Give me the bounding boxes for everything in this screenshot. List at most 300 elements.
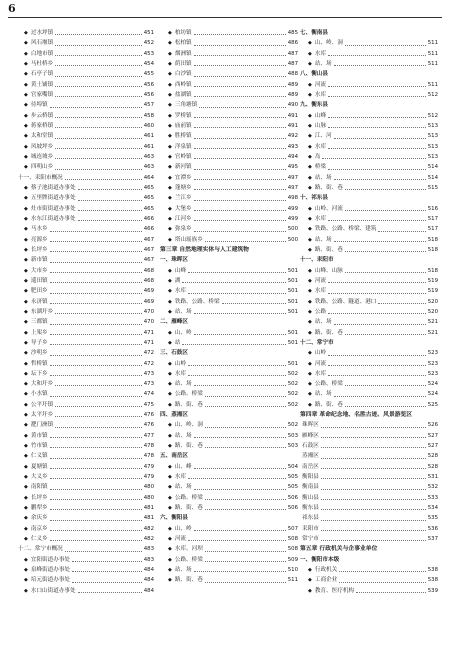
toc-entry-title: ◆ 马水乡	[24, 224, 48, 234]
toc-entry-page: 481	[143, 515, 154, 522]
dot-leader	[55, 138, 141, 139]
dot-leader	[205, 396, 286, 397]
dot-leader	[50, 262, 142, 263]
toc-entry	[300, 317, 438, 327]
toc-entry	[160, 555, 298, 565]
toc-entry-title: ◆ 官家嘴镇	[24, 90, 53, 100]
dot-leader	[328, 55, 426, 56]
dot-leader	[345, 251, 426, 252]
toc-entry-page: 498	[287, 195, 298, 202]
toc-column-1	[16, 28, 154, 596]
toc-entry-page: 517	[427, 226, 438, 233]
toc-entry-page: 470	[143, 319, 154, 326]
toc-entry-title: ◆ 水口山街道办事处	[24, 586, 76, 596]
toc-entry-page: 505	[287, 474, 298, 481]
toc-entry-page: 489	[287, 91, 298, 98]
toc-entry	[160, 328, 298, 338]
dot-leader	[55, 127, 141, 128]
dot-leader	[50, 355, 142, 356]
toc-entry	[160, 441, 298, 451]
toc-entry-page: 471	[143, 339, 154, 346]
chapter-heading	[300, 410, 438, 420]
dot-leader	[72, 571, 142, 572]
dot-leader	[194, 468, 286, 469]
toc-entry-page: 535	[427, 515, 438, 522]
toc-entry	[160, 462, 298, 472]
toc-entry-page: 525	[427, 401, 438, 408]
toc-entry	[16, 451, 154, 461]
chapter-heading	[160, 245, 298, 255]
toc-entry-title: ◆ 教育、医疗机构	[308, 586, 354, 596]
dot-leader	[55, 86, 141, 87]
toc-entry-page: 523	[427, 360, 438, 367]
toc-entry-title: ◆ 沙明乡	[24, 348, 48, 358]
toc-entry-page: 513	[427, 133, 438, 140]
toc-entry-page: 500	[287, 226, 298, 233]
toc-entry-title: ◆ 山、岭、洞	[308, 38, 343, 48]
toc-entry-title: 一、珠晖区	[160, 257, 188, 264]
toc-entry-title: ◆ 江、河	[308, 131, 332, 141]
toc-entry-title: ◆ 公路、桥梁	[168, 493, 203, 503]
toc-entry	[16, 224, 154, 234]
dot-leader	[50, 365, 142, 366]
toc-entry-page: 501	[287, 277, 298, 284]
toc-entry-page: 518	[427, 267, 438, 274]
toc-entry-title: ◆ 罗桥镇	[168, 111, 192, 121]
toc-entry-page: 460	[143, 122, 154, 129]
toc-entry	[16, 162, 154, 172]
dot-leader	[328, 375, 426, 376]
toc-entry	[16, 204, 154, 214]
toc-entry-title: ◆ 仁义镇	[24, 451, 48, 461]
toc-entry-title: ◆ 过水坪镇	[24, 28, 53, 38]
section-heading	[160, 317, 298, 327]
dot-leader	[194, 55, 286, 56]
toc-entry-title: ◆ 宜潭乡	[168, 173, 192, 183]
toc-entry	[16, 482, 154, 492]
toc-entry-title: ◆ 铁路、公路、桥梁、建筑	[308, 224, 376, 234]
toc-entry-page: 513	[427, 153, 438, 160]
toc-entry-page: 473	[143, 381, 154, 388]
dot-leader	[194, 437, 286, 438]
toc-entry	[160, 214, 298, 224]
toc-entry-title: ◆ 三角塘镇	[168, 100, 197, 110]
toc-entry-page: 538	[427, 567, 438, 574]
toc-entry-title: ◆ 岛	[308, 152, 320, 162]
dot-leader	[194, 45, 286, 46]
toc-entry	[16, 59, 154, 69]
toc-entry	[300, 524, 438, 534]
dot-leader	[321, 499, 426, 500]
section-heading	[300, 193, 438, 203]
toc-entry-page: 452	[143, 40, 154, 47]
toc-entry-title: ◆ 柏坊镇	[168, 28, 192, 38]
toc-entry-title: ◆ 路、街、巷	[168, 400, 203, 410]
dot-leader	[55, 158, 141, 159]
dot-leader	[339, 582, 425, 583]
dot-leader	[194, 334, 286, 335]
dot-leader	[55, 55, 141, 56]
toc-entry	[160, 121, 298, 131]
toc-entry	[300, 266, 438, 276]
toc-entry-title: ◆ 水库	[308, 142, 326, 152]
dot-leader	[328, 127, 426, 128]
dot-leader	[194, 86, 286, 87]
toc-entry-title: 衡山县	[302, 494, 319, 501]
dot-leader	[55, 117, 141, 118]
toc-entry-page: 537	[427, 536, 438, 543]
toc-entry-page: 490	[287, 102, 298, 109]
toc-entry-page: 506	[287, 505, 298, 512]
toc-entry-title: ◆ 遥田镇	[24, 276, 48, 286]
toc-entry-title: ◆ 永济镇	[24, 297, 48, 307]
toc-entry-title: 第五章 行政机关与企事业单位	[300, 546, 378, 553]
toc-entry-title: ◆ 官岭镇	[168, 152, 192, 162]
toc-entry-title: ◆ 蓬塘乡	[168, 183, 192, 193]
toc-entry	[160, 503, 298, 513]
dot-leader	[194, 220, 286, 221]
dot-leader	[345, 406, 426, 407]
toc-entry-title: ◆ 路、街、巷	[308, 400, 343, 410]
toc-entry	[16, 369, 154, 379]
toc-entry	[160, 193, 298, 203]
dot-leader	[205, 509, 286, 510]
dot-leader	[321, 489, 426, 490]
dot-leader	[328, 293, 426, 294]
toc-entry-page: 478	[143, 443, 154, 450]
toc-entry-page: 461	[143, 133, 154, 140]
dot-leader	[321, 520, 426, 521]
toc-entry-page: 504	[287, 463, 298, 470]
toc-entry-title: 常宁市	[302, 536, 319, 543]
dot-leader	[50, 272, 142, 273]
toc-entry	[16, 493, 154, 503]
toc-entry-title: ◆ 上架乡	[24, 328, 48, 338]
dot-leader	[334, 179, 426, 180]
toc-entry	[160, 90, 298, 100]
toc-entry-title: ◆ 亮源乡	[24, 235, 48, 245]
toc-entry	[300, 534, 438, 544]
toc-entry-title: ◆ 盐湖镇	[168, 90, 192, 100]
dot-leader	[50, 447, 142, 448]
toc-entry	[16, 575, 154, 585]
toc-entry-page: 451	[143, 30, 154, 36]
dot-leader	[194, 489, 286, 490]
toc-entry	[16, 462, 154, 472]
toc-entry-title: ◆ 太和堂镇	[24, 131, 53, 141]
dot-leader	[321, 437, 426, 438]
toc-entry	[300, 142, 438, 152]
toc-entry-title: ◆ 荫田镇	[168, 59, 192, 69]
toc-entry-title: ◆ 水库、河坝	[168, 544, 203, 554]
toc-entry	[160, 482, 298, 492]
toc-entry	[160, 100, 298, 110]
toc-entry	[300, 80, 438, 90]
toc-entry-page: 514	[427, 164, 438, 171]
toc-entry-title: ◆ 小水镇	[24, 389, 48, 399]
toc-entry	[300, 204, 438, 214]
dot-leader	[50, 241, 142, 242]
dot-leader	[205, 447, 286, 448]
toc-entry-title: 石鼓区	[302, 443, 319, 450]
toc-entry-title: ◆ 山、岭	[168, 328, 192, 338]
toc-entry	[160, 379, 298, 389]
toc-entry	[16, 379, 154, 389]
toc-entry-title: ◆ 山岭、河流	[308, 204, 343, 214]
dot-leader	[321, 540, 426, 541]
toc-entry-title: ◆ 站、场	[308, 317, 332, 327]
toc-entry	[16, 131, 154, 141]
dot-leader	[321, 427, 426, 428]
toc-entry-title: ◆ 培元街道办事处	[24, 575, 70, 585]
toc-entry-title: ◆ 泉峰街道办事处	[24, 565, 70, 575]
toc-entry-page: 483	[143, 546, 154, 553]
toc-entry	[300, 286, 438, 296]
dot-leader	[188, 375, 286, 376]
toc-entry	[16, 297, 154, 307]
toc-entry-page: 524	[427, 391, 438, 398]
toc-entry	[16, 400, 154, 410]
toc-entry-title: ◆ 路、街、巷	[308, 328, 343, 338]
toc-entry	[160, 369, 298, 379]
toc-entry-page: 521	[427, 319, 438, 326]
toc-entry-page: 513	[427, 143, 438, 150]
toc-entry-page: 479	[143, 463, 154, 470]
toc-entry	[16, 338, 154, 348]
toc-entry	[300, 369, 438, 379]
toc-entry	[160, 183, 298, 193]
toc-entry-page: 528	[427, 463, 438, 470]
toc-entry-page: 497	[287, 184, 298, 191]
toc-entry-page: 508	[287, 536, 298, 543]
toc-entry-page: 482	[143, 536, 154, 543]
toc-entry-title: ◆ 水库	[168, 472, 186, 482]
toc-entry	[300, 586, 438, 596]
toc-entry-title: ◆ 公路、桥梁	[308, 379, 343, 389]
dot-leader	[334, 324, 426, 325]
toc-entry-page: 511	[427, 81, 438, 88]
toc-entry	[16, 420, 154, 430]
dot-leader	[328, 169, 426, 170]
toc-entry-title: ◆ 站、场	[168, 431, 192, 441]
toc-entry-title: ◆ 水库	[308, 49, 326, 59]
chapter-heading	[300, 544, 438, 554]
dot-leader	[205, 241, 286, 242]
dot-leader	[50, 282, 142, 283]
toc-entry-page: 483	[143, 556, 154, 563]
toc-entry-page: 491	[287, 122, 298, 129]
dot-leader	[328, 365, 426, 366]
toc-entry-page: 473	[143, 370, 154, 377]
dot-leader	[188, 365, 286, 366]
toc-entry-title: ◆ 工商企业	[308, 575, 337, 585]
toc-entry-page: 512	[427, 91, 438, 98]
toc-entry-page: 502	[287, 370, 298, 377]
dot-leader	[205, 582, 286, 583]
toc-entry-title: ◆ 哲桥镇	[24, 359, 48, 369]
toc-entry	[16, 266, 154, 276]
toc-entry-title: 十二、常宁市概况	[18, 546, 63, 553]
toc-entry	[16, 586, 154, 596]
toc-entry-title: ◆ 黄市镇	[24, 431, 48, 441]
dot-leader	[334, 241, 426, 242]
toc-entry-title: ◆ 马杜桥乡	[24, 59, 53, 69]
toc-entry-title: ◆ 肥田乡	[24, 286, 48, 296]
toc-entry-title: ◆ 湖	[168, 276, 180, 286]
section-heading	[160, 451, 298, 461]
toc-entry-title: ◆ 路、街、巷	[168, 441, 203, 451]
toc-entry-page: 519	[427, 288, 438, 295]
toc-entry-title: ◆ 兰江乡	[168, 193, 192, 203]
toc-entry	[300, 111, 438, 121]
toc-entry	[300, 152, 438, 162]
toc-entry	[16, 307, 154, 317]
dot-leader	[194, 231, 286, 232]
toc-entry-title: ◆ 山、峰	[168, 462, 192, 472]
toc-entry-page: 501	[287, 308, 298, 315]
toc-entry-page: 480	[143, 484, 154, 491]
toc-entry	[160, 111, 298, 121]
toc-entry-title: 一、衡阳市本级	[300, 556, 340, 563]
dot-leader	[72, 561, 142, 562]
toc-entry-page: 464	[143, 174, 154, 181]
toc-entry-title: ◆ 仁义乡	[24, 534, 48, 544]
toc-entry	[16, 152, 154, 162]
dot-leader	[345, 210, 426, 211]
toc-entry-page: 456	[143, 91, 154, 98]
dot-leader	[55, 416, 141, 417]
toc-entry-title: ◆ 路、街、巷	[168, 503, 203, 513]
toc-entry	[160, 266, 298, 276]
toc-entry	[160, 544, 298, 554]
toc-entry-page: 531	[427, 474, 438, 481]
dot-leader	[50, 509, 142, 510]
toc-entry	[160, 276, 298, 286]
dot-leader	[50, 396, 142, 397]
toc-entry	[16, 348, 154, 358]
toc-entry-page: 521	[427, 329, 438, 336]
toc-entry-page: 472	[143, 360, 154, 367]
section-heading	[160, 255, 298, 265]
toc-entry	[300, 451, 438, 461]
toc-entry-page: 453	[143, 50, 154, 57]
toc-entry	[160, 224, 298, 234]
toc-entry	[16, 431, 154, 441]
toc-entry-title: ◆ 四明山乡	[24, 162, 53, 172]
dot-leader	[50, 437, 142, 438]
toc-entry-page: 538	[427, 577, 438, 584]
toc-entry	[160, 338, 298, 348]
dot-leader	[182, 282, 285, 283]
dot-leader	[50, 520, 142, 521]
toc-entry-page: 502	[287, 391, 298, 398]
toc-entry-title: ◆ 站、场	[308, 173, 332, 183]
toc-entry-title: ◆ 河流	[308, 359, 326, 369]
toc-entry-title: ◆ 公路、桥梁	[168, 389, 203, 399]
toc-column-3	[300, 28, 438, 596]
toc-entry	[300, 49, 438, 59]
dot-leader	[345, 385, 426, 386]
toc-entry	[16, 555, 154, 565]
toc-entry-title: ◆ 水库	[308, 90, 326, 100]
toc-entry-page: 465	[143, 184, 154, 191]
toc-entry	[300, 503, 438, 513]
toc-entry-page: 491	[287, 112, 298, 119]
toc-entry	[16, 69, 154, 79]
toc-entry-title: ◆ 待埠镇	[24, 100, 48, 110]
toc-entry-page: 510	[287, 567, 298, 574]
toc-entry-title: ◆ 步云桥镇	[24, 111, 53, 121]
dot-leader	[55, 45, 141, 46]
toc-entry	[300, 348, 438, 358]
toc-entry	[16, 255, 154, 265]
toc-entry-page: 511	[427, 40, 438, 47]
toc-entry-page: 523	[427, 350, 438, 357]
toc-entry-title: ◆ 宜阳街道办事处	[24, 555, 70, 565]
dot-leader	[378, 231, 425, 232]
dot-leader	[55, 427, 141, 428]
toc-entry-page: 467	[143, 236, 154, 243]
toc-entry-page: 502	[287, 422, 298, 429]
toc-entry	[16, 38, 154, 48]
toc-entry-page: 511	[287, 577, 298, 584]
dot-leader	[55, 76, 141, 77]
toc-entry-page: 513	[427, 122, 438, 129]
toc-entry	[160, 493, 298, 503]
toc-entry-title: 雁峰区	[302, 432, 319, 439]
toc-entry-title: ◆ 石亭子镇	[24, 69, 53, 79]
toc-entry-page: 486	[287, 40, 298, 47]
toc-entry-page: 461	[143, 143, 154, 150]
toc-entry-title: ◆ 站、场	[168, 379, 192, 389]
toc-entry-title: ◆ 公路、桥梁	[168, 555, 203, 565]
dot-leader	[205, 561, 286, 562]
toc-entry-title: ◆ 风坡坪乡	[24, 142, 53, 152]
toc-entry-page: 501	[287, 329, 298, 336]
toc-entry-title: ◆ 河流	[308, 80, 326, 90]
toc-entry-title: ◆ 三都镇	[24, 317, 48, 327]
toc-entry-title: ◆ 山岭	[308, 348, 326, 358]
dot-leader	[55, 148, 141, 149]
toc-entry-title: ◆ 河流	[308, 276, 326, 286]
dot-leader	[182, 344, 285, 345]
toc-entry-page: 495	[287, 164, 298, 171]
dot-leader	[78, 189, 142, 190]
dot-leader	[50, 530, 142, 531]
toc-entry-page: 489	[287, 81, 298, 88]
dot-leader	[50, 303, 142, 304]
section-heading	[160, 410, 298, 420]
toc-entry-page: 534	[427, 505, 438, 512]
toc-entry-page: 518	[427, 236, 438, 243]
toc-entry-title: 耒阳市	[302, 525, 319, 532]
dot-leader	[194, 385, 286, 386]
toc-entry-page: 508	[287, 546, 298, 553]
dot-leader	[328, 282, 426, 283]
dot-leader	[194, 200, 286, 201]
toc-entry	[16, 173, 154, 183]
toc-entry	[16, 410, 154, 420]
toc-entry	[160, 235, 298, 245]
dot-leader	[50, 344, 142, 345]
toc-entry	[160, 162, 298, 172]
toc-entry	[16, 28, 154, 38]
toc-entry-title: 南岳区	[302, 463, 319, 470]
toc-entry-title: 二、雁峰区	[160, 319, 188, 326]
toc-entry-title: 七、衡南县	[300, 30, 328, 36]
toc-entry	[16, 193, 154, 203]
toc-entry	[300, 472, 438, 482]
